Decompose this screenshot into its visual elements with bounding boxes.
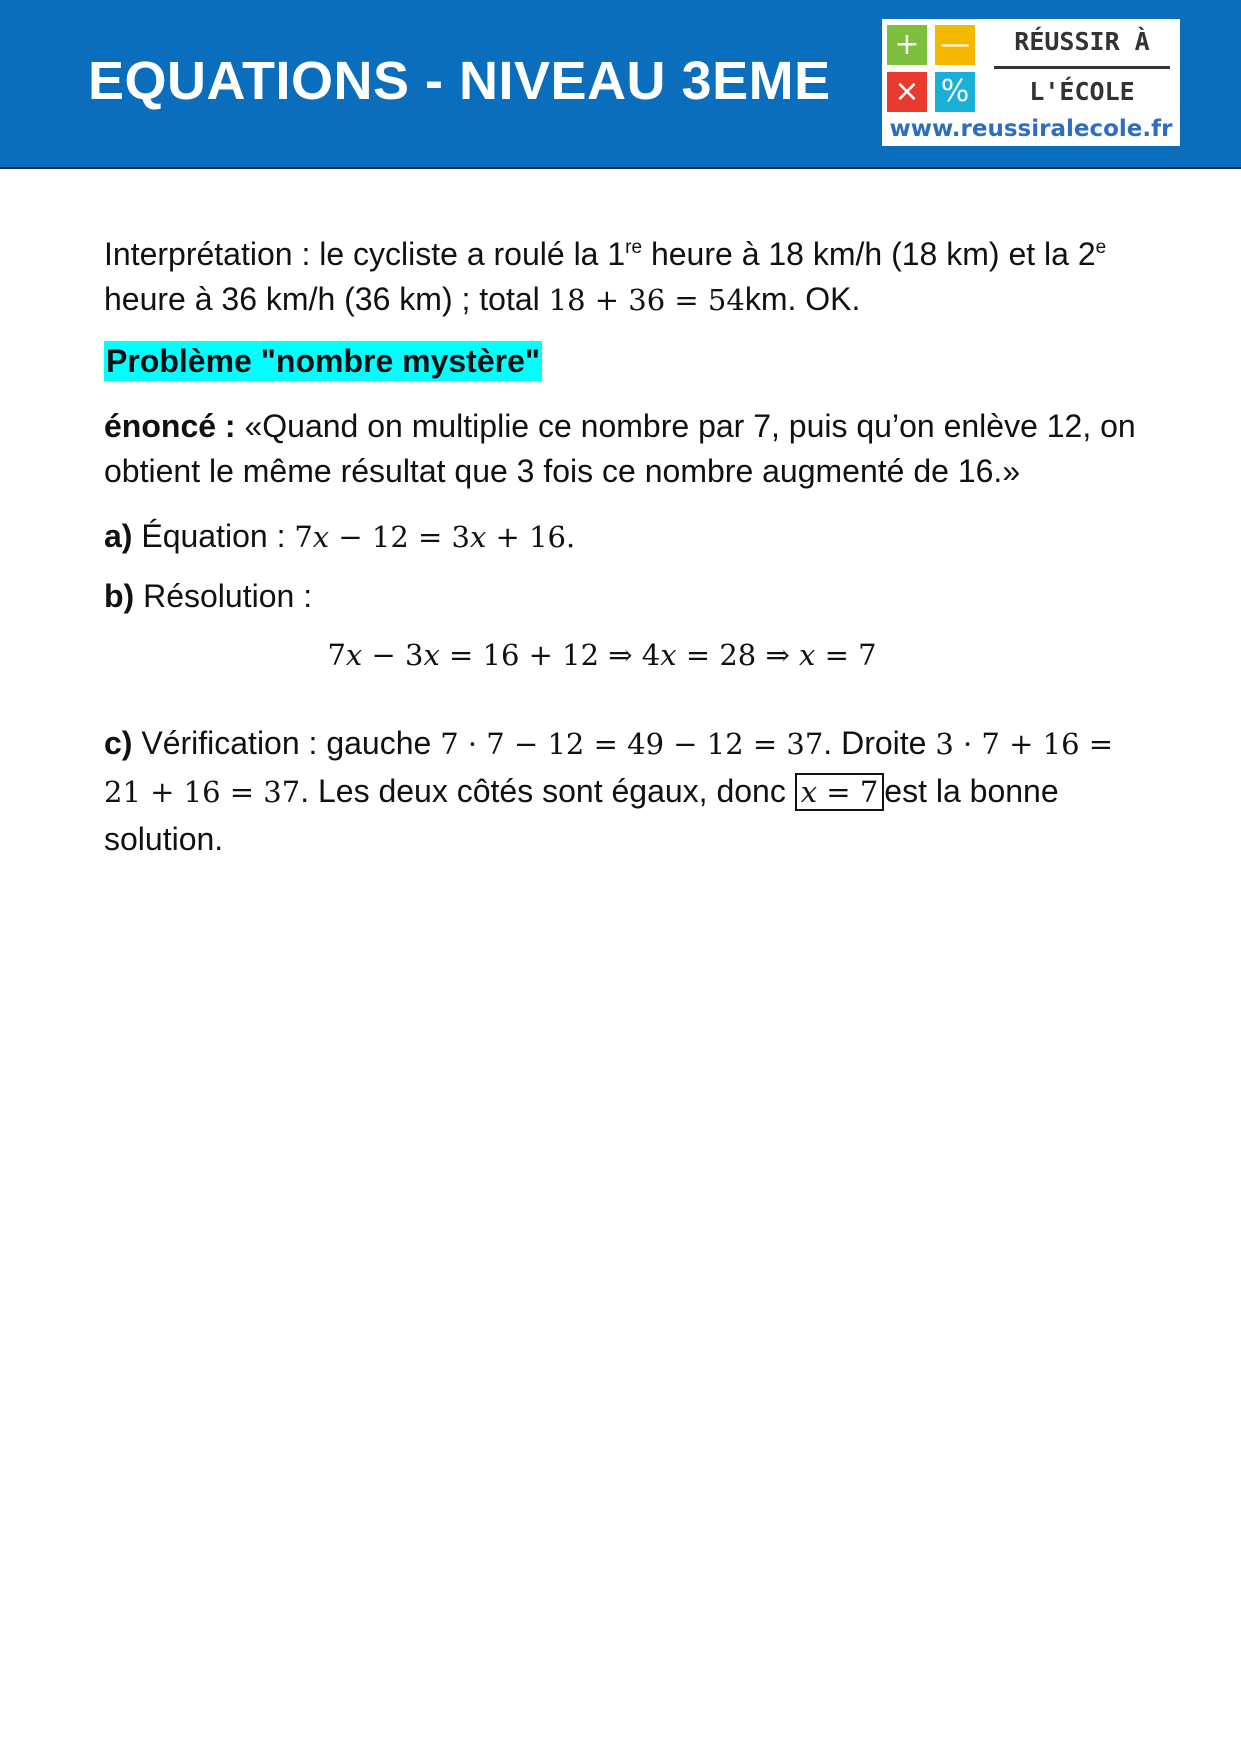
site-logo[interactable] bbox=[882, 19, 1180, 146]
multiply-icon: × bbox=[887, 72, 927, 112]
interpretation-text-2: heure à 18 km/h (18 km) et la 2 bbox=[642, 236, 1096, 272]
minus-icon: — bbox=[935, 25, 975, 65]
resolution-equation bbox=[104, 633, 1144, 678]
page-header bbox=[0, 0, 1241, 169]
boxed-var: x bbox=[800, 775, 818, 809]
percent-icon: % bbox=[935, 72, 975, 112]
logo-url-link[interactable]: www.reussiralecole.fr bbox=[889, 116, 1173, 142]
right-side-math: 3 · 7 + 16 = 21 + 16 = 37 bbox=[104, 727, 1114, 809]
logo-text-line2: L'ÉCOLE bbox=[1029, 77, 1135, 106]
part-b-paragraph bbox=[104, 574, 1144, 619]
total-math: 18 + 36 = 54 bbox=[548, 283, 745, 317]
superscript-re: re bbox=[625, 237, 643, 258]
res-t2: − 3 bbox=[362, 638, 424, 672]
boxed-solution bbox=[795, 773, 885, 811]
interpretation-text-4: km. OK. bbox=[744, 281, 861, 317]
document-body bbox=[104, 232, 1144, 863]
enonce-label: énoncé : bbox=[104, 408, 236, 444]
res-t4: = 28 ⇒ bbox=[676, 638, 799, 672]
res-t3: = 16 + 12 ⇒ 4 bbox=[439, 638, 661, 672]
eq-coef: 7 bbox=[294, 520, 313, 554]
part-b-label: b) bbox=[104, 578, 135, 614]
page-title: EQUATIONS - NIVEAU 3EME bbox=[88, 51, 831, 111]
part-c-text-3: . Les deux côtés sont égaux, donc bbox=[300, 773, 795, 809]
enonce-paragraph bbox=[104, 404, 1144, 494]
left-side-math: 7 · 7 − 12 = 49 − 12 = 37 bbox=[440, 727, 824, 761]
part-a-text: Équation : bbox=[132, 518, 295, 554]
interpretation-text-1: Interprétation : le cycliste a roulé la 1 bbox=[104, 236, 626, 272]
interpretation-text-3: heure à 36 km/h (36 km) ; total bbox=[104, 281, 549, 317]
res-v2: x bbox=[423, 638, 440, 672]
eq-end: + 16. bbox=[486, 520, 576, 554]
plus-icon: + bbox=[887, 25, 927, 65]
part-c-text-4: est la bonne solution. bbox=[104, 773, 1059, 857]
part-b-text: Résolution : bbox=[134, 578, 313, 614]
res-t1: 7 bbox=[327, 638, 346, 672]
logo-text-line1: RÉUSSIR À bbox=[1014, 27, 1150, 56]
eq-var: x bbox=[312, 520, 330, 554]
boxed-rest: = 7 bbox=[817, 775, 879, 809]
part-a-paragraph bbox=[104, 514, 1144, 560]
eq-var2: x bbox=[469, 520, 487, 554]
res-v1: x bbox=[345, 638, 363, 672]
part-a-label: a) bbox=[104, 518, 133, 554]
res-t5: = 7 bbox=[815, 638, 877, 672]
part-c-text-1: Vérification : gauche bbox=[132, 725, 441, 761]
interpretation-paragraph bbox=[104, 232, 1144, 323]
res-v3: x bbox=[660, 638, 677, 672]
part-c-text-2: . Droite bbox=[823, 725, 936, 761]
logo-divider bbox=[994, 66, 1170, 69]
equation-math bbox=[294, 520, 575, 554]
superscript-e: e bbox=[1095, 237, 1107, 258]
part-c-paragraph bbox=[104, 720, 1144, 863]
part-c-label: c) bbox=[104, 725, 133, 761]
enonce-text: «Quand on multiplie ce nombre par 7, puis qu’on enlève 12, on obtient le même résultat que 3 fois ce nombre augmenté de 16.» bbox=[104, 408, 1136, 489]
res-v4: x bbox=[799, 638, 816, 672]
eq-mid: − 12 = 3 bbox=[329, 520, 470, 554]
problem-title: Problème "nombre mystère" bbox=[106, 343, 541, 379]
problem-title-line bbox=[104, 339, 1144, 384]
